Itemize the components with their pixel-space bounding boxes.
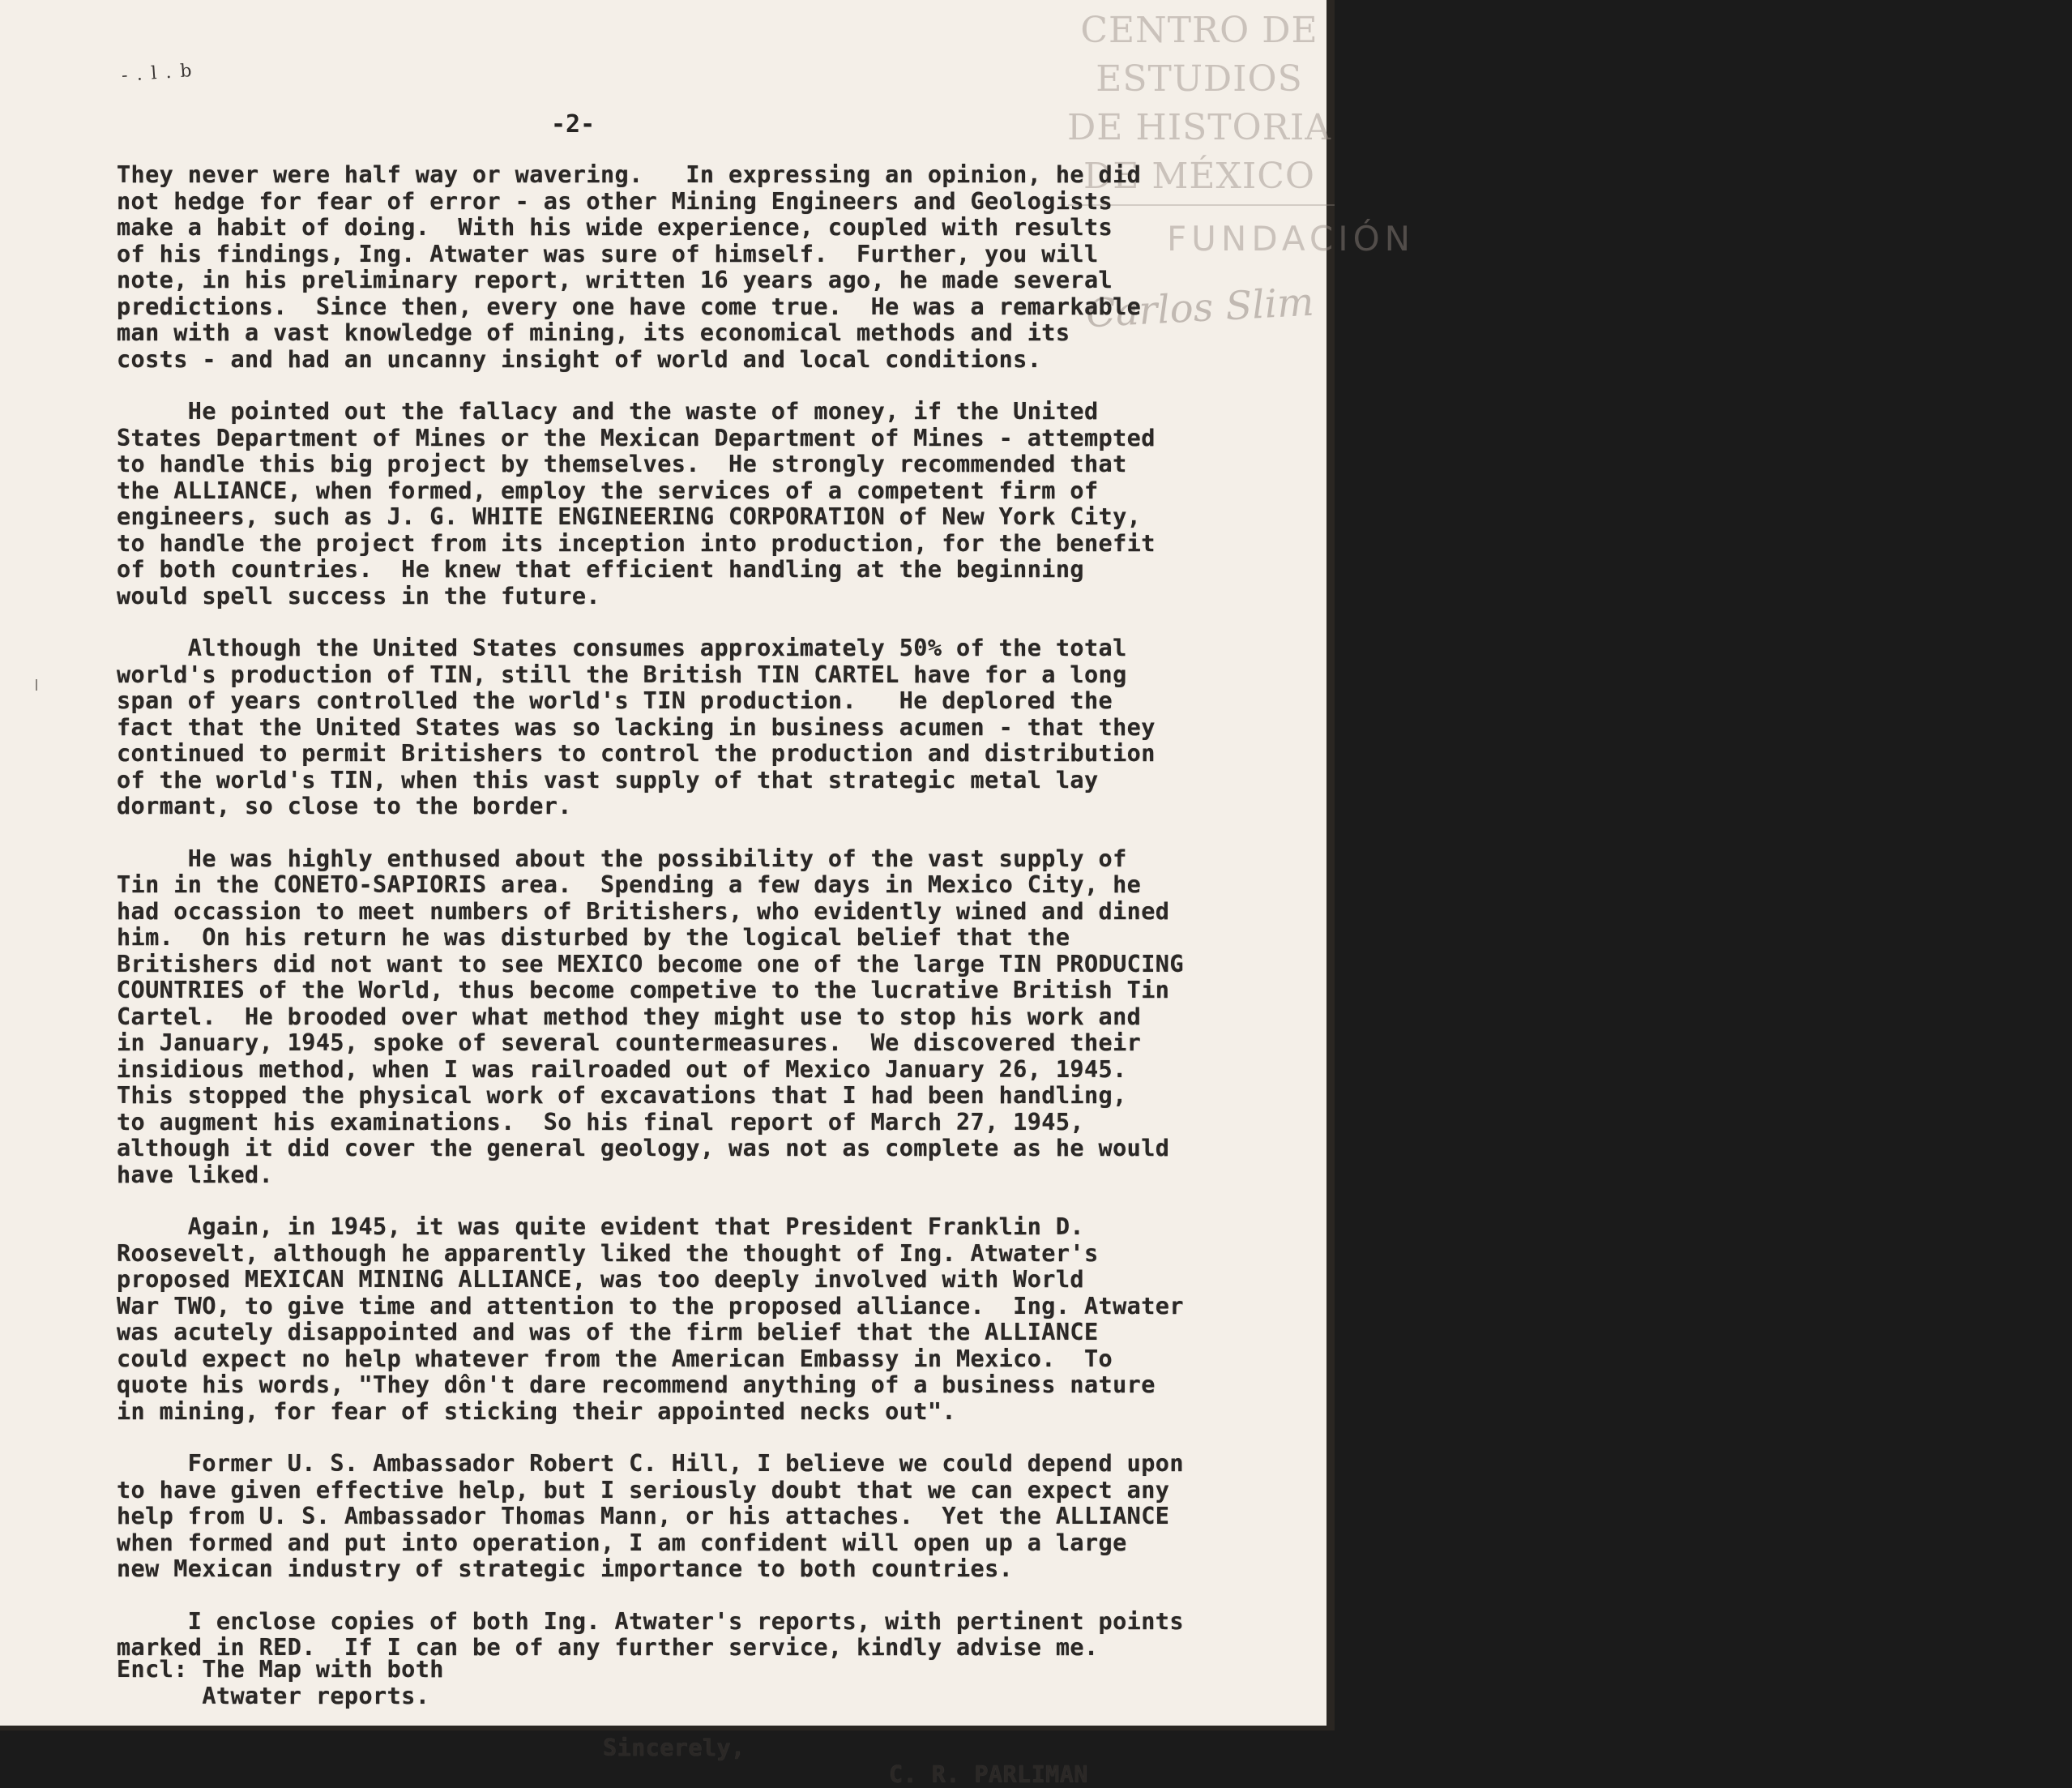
text-line: Roosevelt, although he apparently liked the thought of Ing. Atwater's: [117, 1241, 1300, 1268]
text-line: proposed MEXICAN MINING ALLIANCE, was too deeply involved with World: [117, 1267, 1300, 1294]
letter-closing: [117, 1657, 1300, 1762]
text-line: of both countries. He knew that efficient handling at the beginning: [117, 557, 1300, 584]
text-line: predictions. Since then, every one have come true. He was a remarkable: [117, 294, 1300, 321]
text-line: to augment his examinations. So his final report of March 27, 1945,: [117, 1110, 1300, 1136]
text-line: in January, 1945, spoke of several countermeasures. We discovered their: [117, 1030, 1300, 1057]
text-line: would spell success in the future.: [117, 584, 1300, 610]
text-line: continued to permit Britishers to control the production and distribution: [117, 741, 1300, 768]
text-line: to have given effective help, but I seriously doubt that we can expect any: [117, 1478, 1300, 1504]
text-line: marked in RED. If I can be of any further service, kindly advise me.: [117, 1635, 1300, 1662]
scan-edge-right: [1327, 0, 1335, 1730]
enclosure-line: Encl: The Map with both: [117, 1657, 1300, 1683]
text-line: to handle this big project by themselves. He strongly recommended that: [117, 451, 1300, 478]
text-line: span of years controlled the world's TIN production. He deplored the: [117, 688, 1300, 715]
text-line: in mining, for fear of sticking their appointed necks out".: [117, 1399, 1300, 1426]
watermark-line: CENTRO DE: [1053, 6, 1345, 55]
text-line: Although the United States consumes approximately 50% of the total: [117, 635, 1300, 662]
text-line: could expect no help whatever from the American Embassy in Mexico. To: [117, 1346, 1300, 1373]
text-line: note, in his preliminary report, written 16 years ago, he made several: [117, 267, 1300, 294]
text-line: world's production of TIN, still the British TIN CARTEL have for a long: [117, 662, 1300, 689]
text-line: Again, in 1945, it was quite evident that President Franklin D.: [117, 1214, 1300, 1241]
text-line: This stopped the physical work of excavations that I had been handling,: [117, 1083, 1300, 1110]
text-line: Britishers did not want to see MEXICO become one of the large TIN PRODUCING: [117, 952, 1300, 978]
letter-body: [117, 162, 1300, 1687]
text-line: dormant, so close to the border.: [117, 793, 1300, 820]
paragraph: [117, 1609, 1300, 1662]
text-line: to handle the project from its inception into production, for the benefit: [117, 531, 1300, 558]
text-line: Tin in the CONETO-SAPIORIS area. Spending a few days in Mexico City, he: [117, 872, 1300, 899]
paragraph: [117, 846, 1300, 1189]
text-line: insidious method, when I was railroaded out of Mexico January 26, 1945.: [117, 1057, 1300, 1084]
watermark-line: ESTUDIOS: [1053, 55, 1345, 104]
text-line: when formed and put into operation, I am confident will open up a large: [117, 1530, 1300, 1557]
text-line: had occassion to meet numbers of Britishers, who evidently wined and dined: [117, 899, 1300, 926]
paragraph: [117, 1214, 1300, 1425]
paragraph: [117, 635, 1300, 820]
signer-name: C. R. PARLIMAN: [889, 1762, 2072, 1788]
text-line: new Mexican industry of strategic importance to both countries.: [117, 1556, 1300, 1583]
text-line: man with a vast knowledge of mining, its economical methods and its: [117, 320, 1300, 347]
text-line: engineers, such as J. G. WHITE ENGINEERING CORPORATION of New York City,: [117, 504, 1300, 531]
text-line: War TWO, to give time and attention to the proposed alliance. Ing. Atwater: [117, 1294, 1300, 1320]
text-line: COUNTRIES of the World, thus become competive to the lucrative British Tin: [117, 977, 1300, 1004]
text-line: was acutely disappointed and was of the firm belief that the ALLIANCE: [117, 1320, 1300, 1346]
watermark-line: DE MÉXICO: [1053, 152, 1345, 201]
text-line: of his findings, Ing. Atwater was sure of himself. Further, you will: [117, 242, 1300, 268]
watermark-signature: Carlos Slim: [1085, 280, 1315, 337]
paragraph: [117, 1451, 1300, 1583]
paragraph: [117, 399, 1300, 610]
text-line: Former U. S. Ambassador Robert C. Hill, I believe we could depend upon: [117, 1451, 1300, 1478]
text-line: make a habit of doing. With his wide experience, coupled with results: [117, 215, 1300, 242]
page-number: -2-: [551, 110, 595, 139]
text-line: quote his words, "They dôn't dare recommend anything of a business nature: [117, 1372, 1300, 1399]
text-line: him. On his return he was disturbed by the logical belief that the: [117, 925, 1300, 952]
enclosure-line: Atwater reports.: [117, 1683, 1300, 1710]
closing-salutation: Sincerely,: [603, 1735, 1786, 1762]
margin-mark: [36, 679, 37, 691]
watermark-fundacion: FUNDACIÓN: [1167, 219, 1415, 259]
handwritten-mark: - . l . b: [121, 61, 194, 86]
text-line: have liked.: [117, 1162, 1300, 1189]
text-line: costs - and had an uncanny insight of world and local conditions.: [117, 347, 1300, 374]
text-line: fact that the United States was so lacking in business acumen - that they: [117, 715, 1300, 742]
text-line: I enclose copies of both Ing. Atwater's reports, with pertinent points: [117, 1609, 1300, 1636]
paragraph: [117, 162, 1300, 373]
text-line: He was highly enthused about the possibility of the vast supply of: [117, 846, 1300, 873]
text-line: Cartel. He brooded over what method they might use to stop his work and: [117, 1004, 1300, 1031]
text-line: They never were half way or wavering. In expressing an opinion, he did: [117, 162, 1300, 189]
text-line: States Department of Mines or the Mexican Department of Mines - attempted: [117, 426, 1300, 452]
text-line: help from U. S. Ambassador Thomas Mann, or his attaches. Yet the ALLIANCE: [117, 1504, 1300, 1530]
watermark-line: DE HISTORIA: [1053, 104, 1345, 152]
text-line: although it did cover the general geology, was not as complete as he would: [117, 1136, 1300, 1162]
text-line: not hedge for fear of error - as other Mining Engineers and Geologists: [117, 189, 1300, 216]
text-line: of the world's TIN, when this vast supply of that strategic metal lay: [117, 768, 1300, 794]
text-line: He pointed out the fallacy and the waste of money, if the United: [117, 399, 1300, 426]
text-line: the ALLIANCE, when formed, employ the services of a competent firm of: [117, 478, 1300, 505]
